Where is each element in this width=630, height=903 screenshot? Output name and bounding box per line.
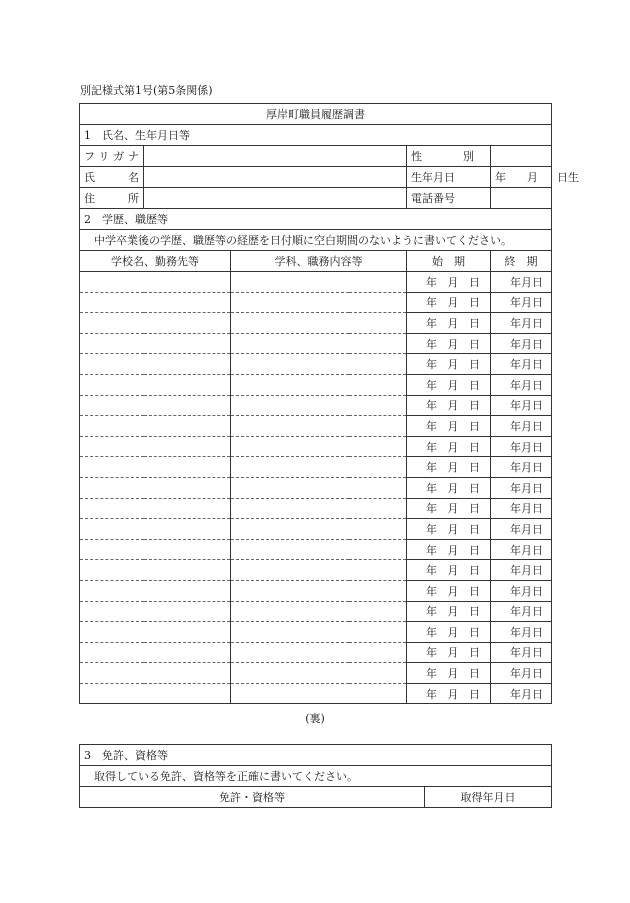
date-day-unit: 日 (469, 275, 480, 289)
date-month-unit: 月 (447, 605, 459, 619)
school-cell[interactable] (80, 457, 231, 478)
date-year-unit: 年 (426, 605, 437, 619)
date-month-unit: 月 (447, 316, 459, 330)
start-date-cell[interactable] (407, 622, 491, 643)
school-cell[interactable] (80, 519, 231, 540)
date-month-unit: 月 (521, 687, 532, 701)
end-date-cell[interactable] (491, 560, 552, 581)
sex-label: 性 別 (407, 146, 491, 167)
date-year-unit: 年 (510, 605, 521, 619)
end-date-cell[interactable] (491, 519, 552, 540)
end-date-cell[interactable] (491, 580, 552, 601)
school-cell[interactable] (80, 477, 231, 498)
end-date-cell[interactable] (491, 416, 552, 437)
date-day-unit: 日 (469, 584, 480, 598)
date-month-unit: 月 (521, 358, 532, 372)
date-month-unit: 月 (447, 481, 459, 495)
date-year-unit: 年 (426, 316, 437, 330)
date-month-unit: 月 (521, 378, 532, 392)
school-cell[interactable] (80, 622, 231, 643)
date-month-unit: 月 (521, 502, 532, 516)
school-cell[interactable] (80, 642, 231, 663)
end-date-cell[interactable] (491, 683, 552, 704)
furigana-label: フリガナ (80, 146, 144, 167)
dept-cell[interactable] (231, 683, 407, 704)
end-date-cell[interactable] (491, 477, 552, 498)
section2-instruction: 中学卒業後の学歴、職歴等の経歴を日付順に空白期間のないように書いてください。 (80, 230, 552, 251)
section3-instruction: 取得している免許、資格等を正確に書いてください。 (80, 766, 552, 787)
start-date-cell[interactable] (407, 477, 491, 498)
name-label: 氏 名 (80, 167, 144, 188)
birthdate-field[interactable] (491, 167, 579, 188)
end-date-cell[interactable] (491, 457, 552, 478)
dept-cell[interactable] (231, 272, 407, 293)
dept-cell[interactable] (231, 374, 407, 395)
date-day-unit: 日 (469, 646, 480, 660)
start-date-cell[interactable] (407, 580, 491, 601)
date-month-unit: 月 (447, 461, 459, 475)
date-day-unit: 日 (532, 646, 543, 660)
date-year-unit: 年 (510, 584, 521, 598)
date-day-unit: 日 (469, 316, 480, 330)
section3-heading: 3 免許、資格等 (80, 745, 552, 766)
start-date-cell[interactable] (407, 292, 491, 313)
date-year-unit: 年 (510, 646, 521, 660)
school-cell[interactable] (80, 333, 231, 354)
end-date-cell[interactable] (491, 601, 552, 622)
date-day-unit: 日 (532, 461, 543, 475)
end-date-cell[interactable] (491, 498, 552, 519)
date-year-unit: 年 (426, 481, 437, 495)
date-year-unit: 年 (510, 543, 521, 557)
date-month-unit: 月 (447, 358, 459, 372)
date-year-unit: 年 (510, 564, 521, 578)
date-day-unit: 日 (469, 543, 480, 557)
start-date-cell[interactable] (407, 457, 491, 478)
end-date-cell[interactable] (491, 642, 552, 663)
date-month-unit: 月 (521, 564, 532, 578)
dept-cell[interactable] (231, 333, 407, 354)
date-day-unit: 日 (532, 667, 543, 681)
date-day-unit: 日 (469, 481, 480, 495)
date-month-unit: 月 (521, 399, 532, 413)
date-day-unit: 日 (532, 358, 543, 372)
birthdate-label: 生年月日 (407, 167, 491, 188)
date-year-unit: 年 (426, 564, 437, 578)
date-month-unit: 月 (447, 378, 459, 392)
date-day-unit: 日 (532, 275, 543, 289)
start-date-cell[interactable] (407, 354, 491, 375)
end-date-cell[interactable] (491, 354, 552, 375)
sex-field[interactable] (491, 146, 552, 167)
date-day-unit: 日 (469, 419, 480, 433)
date-year-unit: 年 (510, 275, 521, 289)
form-label: 別記様式第1号(第5条関係) (80, 84, 213, 97)
start-date-cell[interactable] (407, 519, 491, 540)
start-date-cell[interactable] (407, 313, 491, 334)
end-date-cell[interactable] (491, 539, 552, 560)
school-cell[interactable] (80, 416, 231, 437)
date-year-unit: 年 (426, 625, 437, 639)
dept-cell[interactable] (231, 292, 407, 313)
birthdate-day-unit: 日生 (557, 171, 579, 184)
date-day-unit: 日 (532, 564, 543, 578)
start-date-cell[interactable] (407, 498, 491, 519)
end-date-cell[interactable] (491, 436, 552, 457)
history-row (80, 436, 552, 457)
date-year-unit: 年 (426, 584, 437, 598)
date-month-unit: 月 (447, 419, 459, 433)
history-row (80, 374, 552, 395)
dept-cell[interactable] (231, 395, 407, 416)
birthdate-year-unit: 年 (495, 171, 506, 184)
date-year-unit: 年 (510, 667, 521, 681)
dept-cell[interactable] (231, 539, 407, 560)
date-day-unit: 日 (532, 502, 543, 516)
date-month-unit: 月 (521, 646, 532, 660)
history-row (80, 416, 552, 437)
dept-cell[interactable] (231, 519, 407, 540)
date-day-unit: 日 (532, 543, 543, 557)
school-cell[interactable] (80, 292, 231, 313)
date-day-unit: 日 (469, 378, 480, 392)
date-day-unit: 日 (532, 440, 543, 454)
date-year-unit: 年 (426, 667, 437, 681)
start-date-cell[interactable] (407, 642, 491, 663)
resume-form-back (79, 744, 552, 808)
date-month-unit: 月 (521, 543, 532, 557)
dept-cell[interactable] (231, 416, 407, 437)
history-row (80, 498, 552, 519)
col-start-header: 始 期 (407, 251, 491, 272)
history-row (80, 601, 552, 622)
history-row (80, 683, 552, 704)
date-year-unit: 年 (510, 296, 521, 310)
start-date-cell[interactable] (407, 416, 491, 437)
date-day-unit: 日 (469, 337, 480, 351)
date-year-unit: 年 (510, 461, 521, 475)
date-year-unit: 年 (426, 399, 437, 413)
date-day-unit: 日 (469, 399, 480, 413)
history-row (80, 560, 552, 581)
date-month-unit: 月 (447, 502, 459, 516)
end-date-cell[interactable] (491, 313, 552, 334)
back-side-label: (裏) (305, 712, 325, 725)
date-year-unit: 年 (426, 461, 437, 475)
date-month-unit: 月 (521, 667, 532, 681)
date-month-unit: 月 (447, 584, 459, 598)
date-day-unit: 日 (532, 316, 543, 330)
date-year-unit: 年 (510, 481, 521, 495)
history-row (80, 272, 552, 293)
date-day-unit: 日 (532, 687, 543, 701)
date-day-unit: 日 (469, 440, 480, 454)
date-year-unit: 年 (510, 378, 521, 392)
date-day-unit: 日 (532, 378, 543, 392)
dept-cell[interactable] (231, 477, 407, 498)
date-year-unit: 年 (426, 275, 437, 289)
date-year-unit: 年 (510, 358, 521, 372)
date-month-unit: 月 (521, 275, 532, 289)
date-month-unit: 月 (521, 605, 532, 619)
resume-form-front (79, 103, 579, 704)
col-license-header: 免許・資格等 (80, 787, 425, 808)
phone-label: 電話番号 (407, 188, 491, 209)
dept-cell[interactable] (231, 560, 407, 581)
date-year-unit: 年 (426, 358, 437, 372)
start-date-cell[interactable] (407, 560, 491, 581)
start-date-cell[interactable] (407, 539, 491, 560)
school-cell[interactable] (80, 313, 231, 334)
date-year-unit: 年 (510, 337, 521, 351)
name-field[interactable] (144, 167, 407, 188)
date-day-unit: 日 (469, 667, 480, 681)
date-day-unit: 日 (469, 687, 480, 701)
date-month-unit: 月 (521, 584, 532, 598)
date-month-unit: 月 (447, 296, 459, 310)
history-row (80, 457, 552, 478)
date-day-unit: 日 (532, 296, 543, 310)
date-day-unit: 日 (532, 419, 543, 433)
date-year-unit: 年 (510, 522, 521, 536)
school-cell[interactable] (80, 560, 231, 581)
start-date-cell[interactable] (407, 272, 491, 293)
date-day-unit: 日 (532, 337, 543, 351)
date-year-unit: 年 (426, 646, 437, 660)
date-month-unit: 月 (521, 522, 532, 536)
col-acquired-date-header: 取得年月日 (425, 787, 552, 808)
history-row (80, 395, 552, 416)
furigana-field[interactable] (144, 146, 407, 167)
date-month-unit: 月 (447, 687, 459, 701)
date-day-unit: 日 (532, 584, 543, 598)
history-row (80, 354, 552, 375)
date-year-unit: 年 (426, 502, 437, 516)
history-row (80, 642, 552, 663)
date-month-unit: 月 (521, 481, 532, 495)
col-dept-header: 学科、職務内容等 (231, 251, 407, 272)
start-date-cell[interactable] (407, 333, 491, 354)
start-date-cell[interactable] (407, 395, 491, 416)
date-month-unit: 月 (447, 543, 459, 557)
end-date-cell[interactable] (491, 272, 552, 293)
date-year-unit: 年 (426, 440, 437, 454)
history-row (80, 313, 552, 334)
history-row (80, 477, 552, 498)
date-year-unit: 年 (510, 440, 521, 454)
date-year-unit: 年 (510, 419, 521, 433)
date-month-unit: 月 (521, 461, 532, 475)
col-school-header: 学校名、勤務先等 (80, 251, 231, 272)
date-day-unit: 日 (532, 605, 543, 619)
school-cell[interactable] (80, 395, 231, 416)
history-row (80, 539, 552, 560)
date-day-unit: 日 (532, 399, 543, 413)
school-cell[interactable] (80, 436, 231, 457)
history-row (80, 292, 552, 313)
history-row (80, 519, 552, 540)
dept-cell[interactable] (231, 457, 407, 478)
school-cell[interactable] (80, 374, 231, 395)
date-year-unit: 年 (426, 337, 437, 351)
school-cell[interactable] (80, 601, 231, 622)
history-row (80, 663, 552, 684)
start-date-cell[interactable] (407, 683, 491, 704)
date-day-unit: 日 (469, 625, 480, 639)
start-date-cell[interactable] (407, 663, 491, 684)
date-year-unit: 年 (510, 625, 521, 639)
address-field[interactable] (144, 188, 407, 209)
date-year-unit: 年 (426, 419, 437, 433)
date-month-unit: 月 (447, 440, 459, 454)
date-month-unit: 月 (521, 625, 532, 639)
end-date-cell[interactable] (491, 374, 552, 395)
section1-heading: 1 氏名、生年月日等 (80, 125, 552, 146)
date-month-unit: 月 (447, 399, 459, 413)
date-year-unit: 年 (510, 687, 521, 701)
date-month-unit: 月 (521, 316, 532, 330)
date-month-unit: 月 (521, 440, 532, 454)
dept-cell[interactable] (231, 580, 407, 601)
date-month-unit: 月 (447, 646, 459, 660)
school-cell[interactable] (80, 663, 231, 684)
school-cell[interactable] (80, 354, 231, 375)
dept-cell[interactable] (231, 354, 407, 375)
date-day-unit: 日 (469, 564, 480, 578)
date-day-unit: 日 (469, 296, 480, 310)
form-title: 厚岸町職員履歴調書 (80, 104, 552, 125)
dept-cell[interactable] (231, 498, 407, 519)
start-date-cell[interactable] (407, 601, 491, 622)
end-date-cell[interactable] (491, 663, 552, 684)
school-cell[interactable] (80, 580, 231, 601)
history-row (80, 580, 552, 601)
date-day-unit: 日 (469, 461, 480, 475)
date-day-unit: 日 (469, 502, 480, 516)
date-year-unit: 年 (426, 543, 437, 557)
school-cell[interactable] (80, 498, 231, 519)
end-date-cell[interactable] (491, 292, 552, 313)
dept-cell[interactable] (231, 601, 407, 622)
date-month-unit: 月 (447, 625, 459, 639)
date-month-unit: 月 (447, 667, 459, 681)
start-date-cell[interactable] (407, 436, 491, 457)
date-day-unit: 日 (532, 481, 543, 495)
date-month-unit: 月 (447, 564, 459, 578)
history-row (80, 622, 552, 643)
school-cell[interactable] (80, 539, 231, 560)
date-year-unit: 年 (510, 502, 521, 516)
date-year-unit: 年 (426, 522, 437, 536)
school-cell[interactable] (80, 272, 231, 293)
end-date-cell[interactable] (491, 333, 552, 354)
phone-field[interactable] (491, 188, 552, 209)
history-row (80, 333, 552, 354)
date-month-unit: 月 (447, 522, 459, 536)
date-month-unit: 月 (447, 275, 459, 289)
school-cell[interactable] (80, 683, 231, 704)
address-label: 住 所 (80, 188, 144, 209)
col-end-header: 終 期 (491, 251, 552, 272)
date-day-unit: 日 (469, 358, 480, 372)
date-month-unit: 月 (521, 296, 532, 310)
date-year-unit: 年 (426, 687, 437, 701)
date-year-unit: 年 (426, 378, 437, 392)
date-month-unit: 月 (447, 337, 459, 351)
date-day-unit: 日 (532, 522, 543, 536)
date-day-unit: 日 (469, 605, 480, 619)
date-day-unit: 日 (532, 625, 543, 639)
date-year-unit: 年 (510, 316, 521, 330)
section2-heading: 2 学歴、職歴等 (80, 209, 552, 230)
date-month-unit: 月 (521, 419, 532, 433)
dept-cell[interactable] (231, 642, 407, 663)
dept-cell[interactable] (231, 663, 407, 684)
end-date-cell[interactable] (491, 622, 552, 643)
dept-cell[interactable] (231, 622, 407, 643)
date-year-unit: 年 (426, 296, 437, 310)
date-year-unit: 年 (510, 399, 521, 413)
birthdate-month-unit: 月 (527, 171, 538, 184)
start-date-cell[interactable] (407, 374, 491, 395)
dept-cell[interactable] (231, 436, 407, 457)
dept-cell[interactable] (231, 313, 407, 334)
history-rows (80, 272, 552, 704)
date-month-unit: 月 (521, 337, 532, 351)
end-date-cell[interactable] (491, 395, 552, 416)
date-day-unit: 日 (469, 522, 480, 536)
